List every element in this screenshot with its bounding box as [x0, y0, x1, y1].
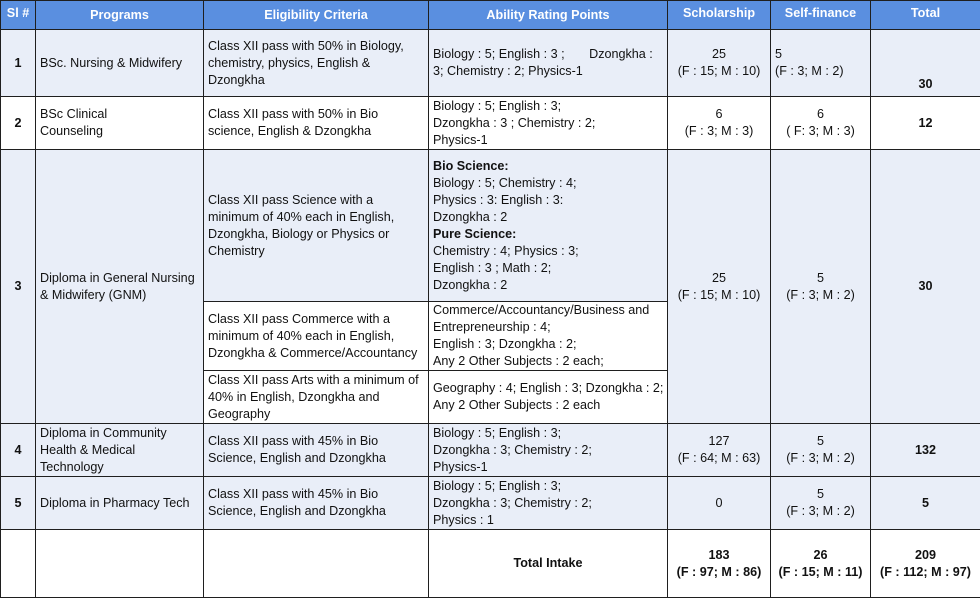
- scholarship-cell: [668, 424, 771, 477]
- ability-line: Biology : 5; Chemistry : 4;: [433, 175, 663, 192]
- ability-cell: [429, 424, 668, 477]
- sl-cell: 3: [1, 150, 36, 424]
- ability-line: Physics : 3: English : 3:: [433, 192, 663, 209]
- self-finance-split: ( F: 3; M : 3): [775, 123, 866, 140]
- table-row: [1, 424, 980, 477]
- header-ability: Ability Rating Points: [429, 1, 668, 30]
- scholarship-count: 25: [672, 270, 766, 287]
- ability-line: Commerce/Accountancy/Business and: [433, 302, 663, 319]
- scholarship-count: 6: [672, 106, 766, 123]
- scholarship-count: 127: [672, 433, 766, 450]
- self-finance-split: (F : 3; M : 2): [775, 503, 866, 520]
- header-sl: Sl #: [1, 1, 36, 30]
- sl-cell: 4: [1, 424, 36, 477]
- table-row: [1, 477, 980, 530]
- self-finance-count: 6: [775, 106, 866, 123]
- header-total: Total: [871, 1, 980, 30]
- ability-heading: Pure Science:: [433, 226, 663, 243]
- total-cell: 132: [871, 424, 980, 477]
- totals-row: [1, 530, 980, 598]
- ability-line: Dzongkha : 3 ; Chemistry : 2;: [433, 115, 663, 132]
- eligibility-cell: Class XII pass with 50% in Bio science, English & Dzongkha: [204, 97, 429, 150]
- empty-cell: [36, 530, 204, 598]
- ability-line: 3; Chemistry : 2; Physics-1: [433, 63, 663, 80]
- total-scholarship-cell: [668, 530, 771, 598]
- ability-line: Geography : 4; English : 3; Dzongkha : 2;: [433, 380, 663, 397]
- self-finance-count: 5: [775, 433, 866, 450]
- self-finance-cell: [771, 150, 871, 424]
- ability-cell: [429, 150, 668, 302]
- ability-line: Entrepreneurship : 4;: [433, 319, 663, 336]
- total-intake-label: Total Intake: [429, 530, 668, 598]
- scholarship-split: (F : 3; M : 3): [672, 123, 766, 140]
- header-row: [1, 1, 980, 30]
- total-self-finance-count: 26: [775, 547, 866, 564]
- total-self-finance-cell: [771, 530, 871, 598]
- eligibility-cell: Class XII pass Commerce with a minimum of 40% each in English, Dzongkha & Commerce/Accountancy: [204, 302, 429, 371]
- empty-cell: [1, 530, 36, 598]
- total-self-finance-split: (F : 15; M : 11): [775, 564, 866, 581]
- eligibility-cell: Class XII pass Science with a minimum of 40% each in English, Dzongkha, Biology or Physics or Chemistry: [204, 150, 429, 302]
- grand-total-count: 209: [875, 547, 976, 564]
- program-cell: BSc. Nursing & Midwifery: [36, 30, 204, 97]
- self-finance-cell: [771, 97, 871, 150]
- scholarship-split: (F : 15; M : 10): [672, 287, 766, 304]
- program-cell: Diploma in Community Health & Medical Technology: [36, 424, 204, 477]
- sl-cell: 1: [1, 30, 36, 97]
- ability-line: Physics-1: [433, 459, 663, 476]
- ability-line: Any 2 Other Subjects : 2 each;: [433, 353, 663, 370]
- self-finance-split: (F : 3; M : 2): [775, 450, 866, 467]
- ability-line: Biology : 5; English : 3;: [433, 425, 663, 442]
- table-row: [1, 97, 980, 150]
- total-cell: 30: [871, 150, 980, 424]
- ability-heading: Bio Science:: [433, 158, 663, 175]
- eligibility-cell: Class XII pass Arts with a minimum of 40% in English, Dzongkha and Geography: [204, 371, 429, 424]
- self-finance-cell: [771, 477, 871, 530]
- eligibility-cell: Class XII pass with 50% in Biology, chemistry, physics, English & Dzongkha: [204, 30, 429, 97]
- total-scholarship-count: 183: [672, 547, 766, 564]
- ability-line: Dzongkha : 3; Chemistry : 2;: [433, 442, 663, 459]
- total-cell: 12: [871, 97, 980, 150]
- ability-line: Chemistry : 4; Physics : 3;: [433, 243, 663, 260]
- program-line: BSc Clinical: [40, 106, 199, 123]
- scholarship-cell: [668, 30, 771, 97]
- ability-cell: [429, 30, 668, 97]
- ability-line: English : 3; Dzongkha : 2;: [433, 336, 663, 353]
- empty-cell: [204, 530, 429, 598]
- ability-line: English : 3 ; Math : 2;: [433, 260, 663, 277]
- header-scholarship: Scholarship: [668, 1, 771, 30]
- scholarship-count: 25: [672, 46, 766, 63]
- self-finance-cell: [771, 424, 871, 477]
- ability-line: Biology : 5; English : 3;: [433, 98, 663, 115]
- self-finance-split: (F : 3; M : 2): [775, 287, 866, 304]
- total-cell: 5: [871, 477, 980, 530]
- ability-cell: [429, 371, 668, 424]
- scholarship-cell: [668, 477, 771, 530]
- self-finance-cell: [771, 30, 871, 97]
- total-cell: 30: [871, 30, 980, 97]
- header-programs: Programs: [36, 1, 204, 30]
- ability-line: Dzongkha : 2: [433, 209, 663, 226]
- ability-line: Dzongkha : 3; Chemistry : 2;: [433, 495, 663, 512]
- sl-cell: 2: [1, 97, 36, 150]
- scholarship-split: (F : 15; M : 10): [672, 63, 766, 80]
- ability-line: Any 2 Other Subjects : 2 each: [433, 397, 663, 414]
- ability-line: Biology : 5; English : 3;: [433, 478, 663, 495]
- ability-cell: [429, 302, 668, 371]
- program-cell: Diploma in Pharmacy Tech: [36, 477, 204, 530]
- self-finance-count: 5: [775, 270, 866, 287]
- table-row: [1, 30, 980, 97]
- self-finance-count: 5: [775, 46, 866, 63]
- scholarship-cell: [668, 150, 771, 424]
- ability-line: Physics : 1: [433, 512, 663, 529]
- eligibility-cell: Class XII pass with 45% in Bio Science, English and Dzongkha: [204, 477, 429, 530]
- header-eligibility: Eligibility Criteria: [204, 1, 429, 30]
- grand-total-cell: [871, 530, 980, 598]
- total-scholarship-split: (F : 97; M : 86): [672, 564, 766, 581]
- self-finance-count: 5: [775, 486, 866, 503]
- ability-line: Physics-1: [433, 132, 663, 149]
- ability-cell: [429, 477, 668, 530]
- sl-cell: 5: [1, 477, 36, 530]
- scholarship-split: (F : 64; M : 63): [672, 450, 766, 467]
- self-finance-split: (F : 3; M : 2): [775, 63, 866, 80]
- scholarship-count: 0: [672, 495, 766, 512]
- header-self-finance: Self-finance: [771, 1, 871, 30]
- program-line: Counseling: [40, 123, 199, 140]
- scholarship-cell: [668, 97, 771, 150]
- table-row: [1, 150, 980, 302]
- eligibility-cell: Class XII pass with 45% in Bio Science, English and Dzongkha: [204, 424, 429, 477]
- ability-cell: [429, 97, 668, 150]
- ability-line: Dzongkha : 2: [433, 277, 663, 294]
- grand-total-split: (F : 112; M : 97): [875, 564, 976, 581]
- program-cell: [36, 97, 204, 150]
- program-cell: Diploma in General Nursing & Midwifery (GNM): [36, 150, 204, 424]
- ability-line: Biology : 5; English : 3 ; Dzongkha :: [433, 46, 663, 63]
